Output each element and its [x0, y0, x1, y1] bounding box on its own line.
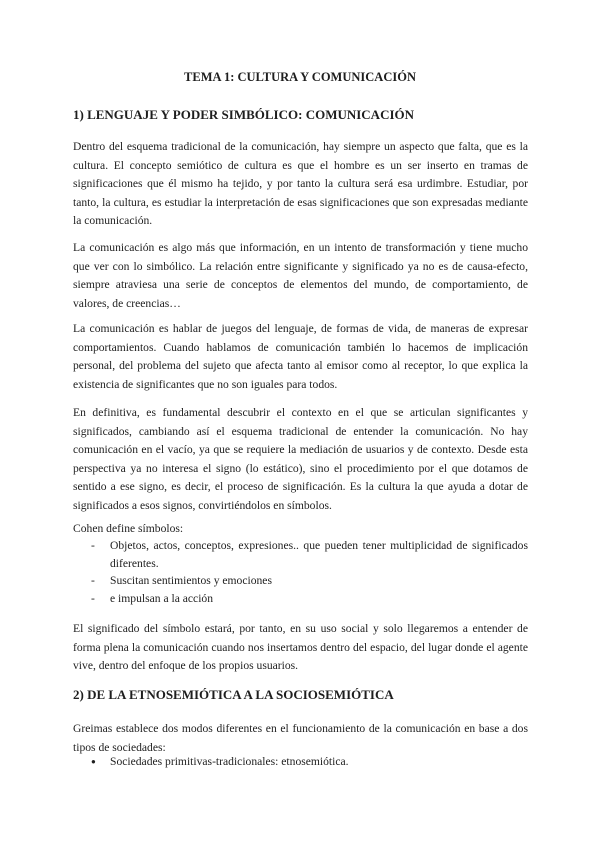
cohen-symbol-list — [91, 537, 528, 607]
list-item: - e impulsan a la acción — [91, 590, 528, 608]
list-item: ● Sociedades primitivas-tradicionales: etnosemiótica. — [91, 753, 528, 771]
paragraph-3: La comunicación es hablar de juegos del lenguaje, de formas de vida, de maneras de expresar comportamientos. Cuando hablamos de comunicación también lo hacemos de implicación personal, del problema del sujeto que afecta tanto al emisor como al receptor, lo que explica la existencia de significantes que no son iguales para todos. — [73, 322, 528, 391]
document-title: TEMA 1: CULTURA Y COMUNICACIÓN — [184, 70, 416, 84]
cohen-intro: Cohen define símbolos: — [73, 522, 184, 535]
section-2-heading: 2) DE LA ETNOSEMIÓTICA A LA SOCIOSEMIÓTICA — [73, 687, 394, 702]
section-2-intro: Greimas establece dos modos diferentes en el funcionamiento de la comunicación en base a dos tipos de sociedades: — [73, 722, 528, 754]
paragraph-1: Dentro del esquema tradicional de la comunicación, hay siempre un aspecto que falta, que es la cultura. El concepto semiótico de cultura es que el hombre es un ser inserto en tramas de significaciones que él mismo ha tejido, y por tanto la cultura será esa urdimbre. Estudiar, por tanto, la cultura, es estudiar la interpretación de esas significaciones que son expresadas mediante la comunicación. — [73, 140, 528, 227]
society-types-list — [91, 753, 528, 771]
section-1-heading: 1) LENGUAJE Y PODER SIMBÓLICO: COMUNICACIÓN — [73, 107, 415, 122]
list-item: - Objetos, actos, conceptos, expresiones.. que pueden tener multiplicidad de significados diferentes. — [91, 537, 528, 572]
paragraph-4: En definitiva, es fundamental descubrir el contexto en el que se articulan significantes y significados, cambiando así el esquema tradicional de entender la comunicación. No hay comunicación en el vacío, ya que se requiere la mediación de usuarios y de contexto. Desde esta perspectiva ya no interesa el signo (lo estático), sino el procedimiento por el que dotamos de sentido a ese signo, es decir, el proceso de significación. Es la cultura la que ayuda a dotar de significados a esos signos, convirtiéndolos en símbolos. — [73, 406, 528, 512]
list-item: - Suscitan sentimientos y emociones — [91, 572, 528, 590]
closing-paragraph: El significado del símbolo estará, por tanto, en su uso social y solo llegaremos a entender de forma plena la comunicación cuando nos insertamos dentro del espacio, del lugar donde el agente vive, dentro del enfoque de los propios usuarios. — [73, 622, 528, 672]
paragraph-2: La comunicación es algo más que información, en un intento de transformación y tiene mucho que ver con lo simbólico. La relación entre significante y significado ya no es de causa-efecto, siempre atraviesa una serie de conceptos de elementos del mundo, de comportamiento, de valores, de creencias… — [73, 241, 528, 310]
